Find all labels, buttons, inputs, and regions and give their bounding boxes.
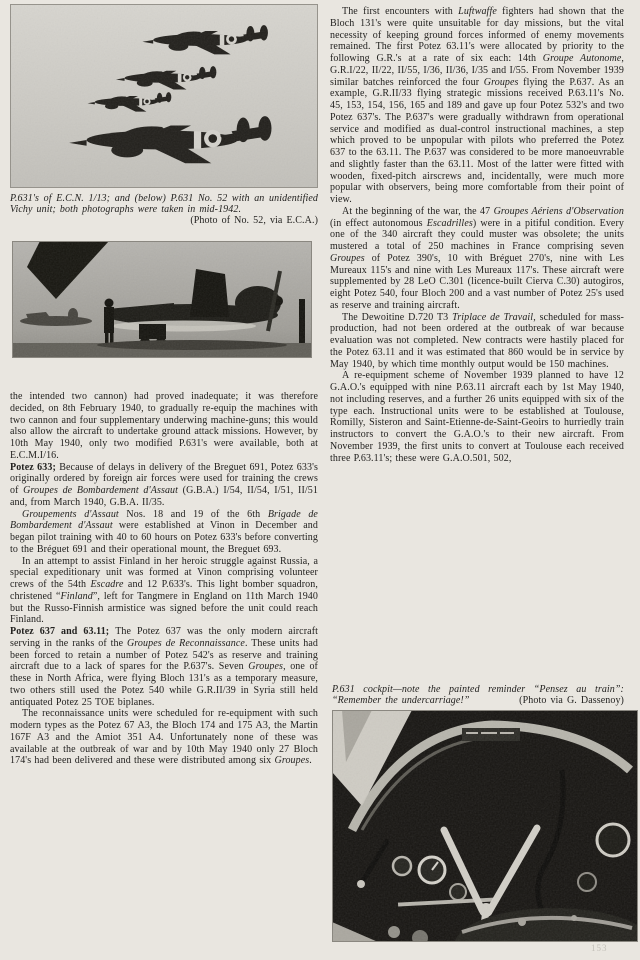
caption-text: P.631 cockpit—note the painted reminder “Pensez au train”: “Remember the undercarriage!”: [332, 684, 624, 706]
paragraph-reequipment-scheme: A re-equipment scheme of November 1939 planned to have 12 G.A.O.'s equipped with nine P.63.11 aircraft each by 1st May 1940, not including reserves, and a further 26 units equipped with six of the type each. Instructional units were to be established at Toulouse, Romilly, Sisteron and Saint-Etienne-de-Saint-Geoirs to hurriedly train instructors to convert the G.A.O.'s to their new aircraft. From November 1939, the first units to convert at Toulouse each received three P.63.11's; these were G.A.O.501, 502,: [330, 370, 624, 464]
formation-photo-caption: [10, 193, 318, 226]
left-column: [10, 0, 318, 767]
paragraph-continuation: the intended two cannon) had proved inadequate; it was therefore decided, on 8th February 1940, to gradually re-equip the machines with two cannon and four supplementary underwing machine-guns; this would also allow the aircraft to undertake ground attack missions. However, by 10th May 1940, only two modified P.631's were available, both at E.C.M.I/16.: [10, 391, 318, 461]
paragraph-potez-633: Potez 633; Because of delays in delivery of the Breguet 691, Potez 633's originally ordered by foreign air forces were used for training the crews of Groupes de Bombardement d'Assaut (G.B.A.) I/54, II/54, I/51, II/51 and, from March 1940, G.B.A. II/35.: [10, 461, 318, 508]
paragraph-groupes-aeriens: At the beginning of the war, the 47 Groupes Aériens d'Observation (in effect autonomous Escadrilles) were in a pitiful condition. Every one of the 340 aircraft they could muster was obsolete; the units mustered a total of 250 machines in France comprising seven Groupes of Potez 390's, 10 with Bréguet 270's, nine with Les Mureaux 115's and nine with Les Mureaux 117's. These aircraft were supplemented by 28 LeO C.301 (licence-built Cierva C.30) autogiros, eight Potez 540, four Bloch 200 and a vast number of Potez 25's used as reserve and training aircraft.: [330, 205, 624, 311]
left-column-text: [10, 391, 318, 767]
photo-credit: (Photo via G. Dassenoy): [515, 695, 624, 706]
ground-photo: [12, 241, 312, 358]
paragraph-finland-expedition: In an attempt to assist Finland in her heroic struggle against Russia, a special expeditionary unit was formed at Vinon comprising volunteer crews of the 54th Escadre and 12 P.633's. This light bomber squadron, christened “Finland”, left for Tangmere in England on 11th March 1940 but the Russo-Finnish armistice was signed before the unit could reach Finland.: [10, 555, 318, 626]
paragraph-potez-637: Potez 637 and 63.11; The Potez 637 was the only modern aircraft serving in the ranks of the Groupes de Reconnaissance. These units had been forced to retain a number of Potez 542's as reserve and training aircraft due to a lack of spares for the P.637's. Seven Groupes, one of these in North Africa, were flying Bloch 131's as a temporary measure, two others still used the Potez 540 while G.R.II/39 in Syria still held antiquated Potez 25 TOE biplanes.: [10, 626, 318, 708]
right-column: [330, 0, 624, 464]
cockpit-photo-caption: [332, 684, 624, 706]
photo-credit: (Photo of No. 52, via E.C.A.): [186, 215, 318, 226]
paragraph-luftwaffe-encounters: The first encounters with Luftwaffe fighters had shown that the Bloch 131's were quite unsuitable for day missions, but the vital necessity of keeping ground forces informed of enemy movements remained. The first Potez 63.11's were allocated by priority to the following G.R.'s at a rate of six each: 14th Groupe Autonome, G.R.I/22, II/22, II/55, I/36, II/36, I/35 and I/55. From November 1939 similar batches reinforced the four Groupes flying the P.637. As an example, G.R.II/33 flying strategic missions received P.63.11's No. 45, 153, 154, 156, 165 and 189 and gave up four Potez 532's and two Potez 637's. The P.637's were gradually withdrawn from operational service and modified as dual-control instructional machines, a step which proved to be unpopular with pilots who preferred the Potez 637 to the 63.11. The P.637 was considered to be more manoeuvrable and slightly faster than the 63.11. Most of the latter were fitted with wooden, fixed-pitch airscrews and, incidentally, were much more popular with observers, being more comfortable from their point of view.: [330, 6, 624, 205]
paragraph-reconnaissance-units: The reconnaissance units were scheduled for re-equipment with such modern types as the Potez 67 A3, the Bloch 174 and 175 A3, the Martin 167F A3 and the Amiot 351 A4. Unfortunately none of these was available at the outbreak of war and by 10th May 1940 only 27 Bloch 174's had been delivered and these were distributed among six Groupes.: [10, 708, 318, 767]
formation-photo: [10, 4, 318, 188]
paragraph-groupements-assaut: Groupements d'Assaut Nos. 18 and 19 of the 6th Brigade de Bombardement d'Assaut were established at Vinon in December and began pilot training with 40 to 60 hours on Potez 633's before converting to the Bréguet 691 and their operational mount, the Breguet 693.: [10, 508, 318, 555]
paragraph-dewoitine: The Dewoitine D.720 T3 Triplace de Travail, scheduled for mass-production, had not been ordered at the outbreak of war because evaluation was not completed. New contracts were hastily placed for the Potez 63.11 and it was estimated that 860 would be in service by May 1940, by which time monthly output would be 150 machines.: [330, 311, 624, 370]
page-number: 153: [591, 943, 608, 953]
right-column-text: [330, 6, 624, 464]
caption-text: P.631's of E.C.N. 1/13; and (below) P.631 No. 52 with an unidentified Vichy unit; both photographs were taken in mid-1942.: [10, 193, 318, 215]
cockpit-photo: [332, 710, 638, 942]
